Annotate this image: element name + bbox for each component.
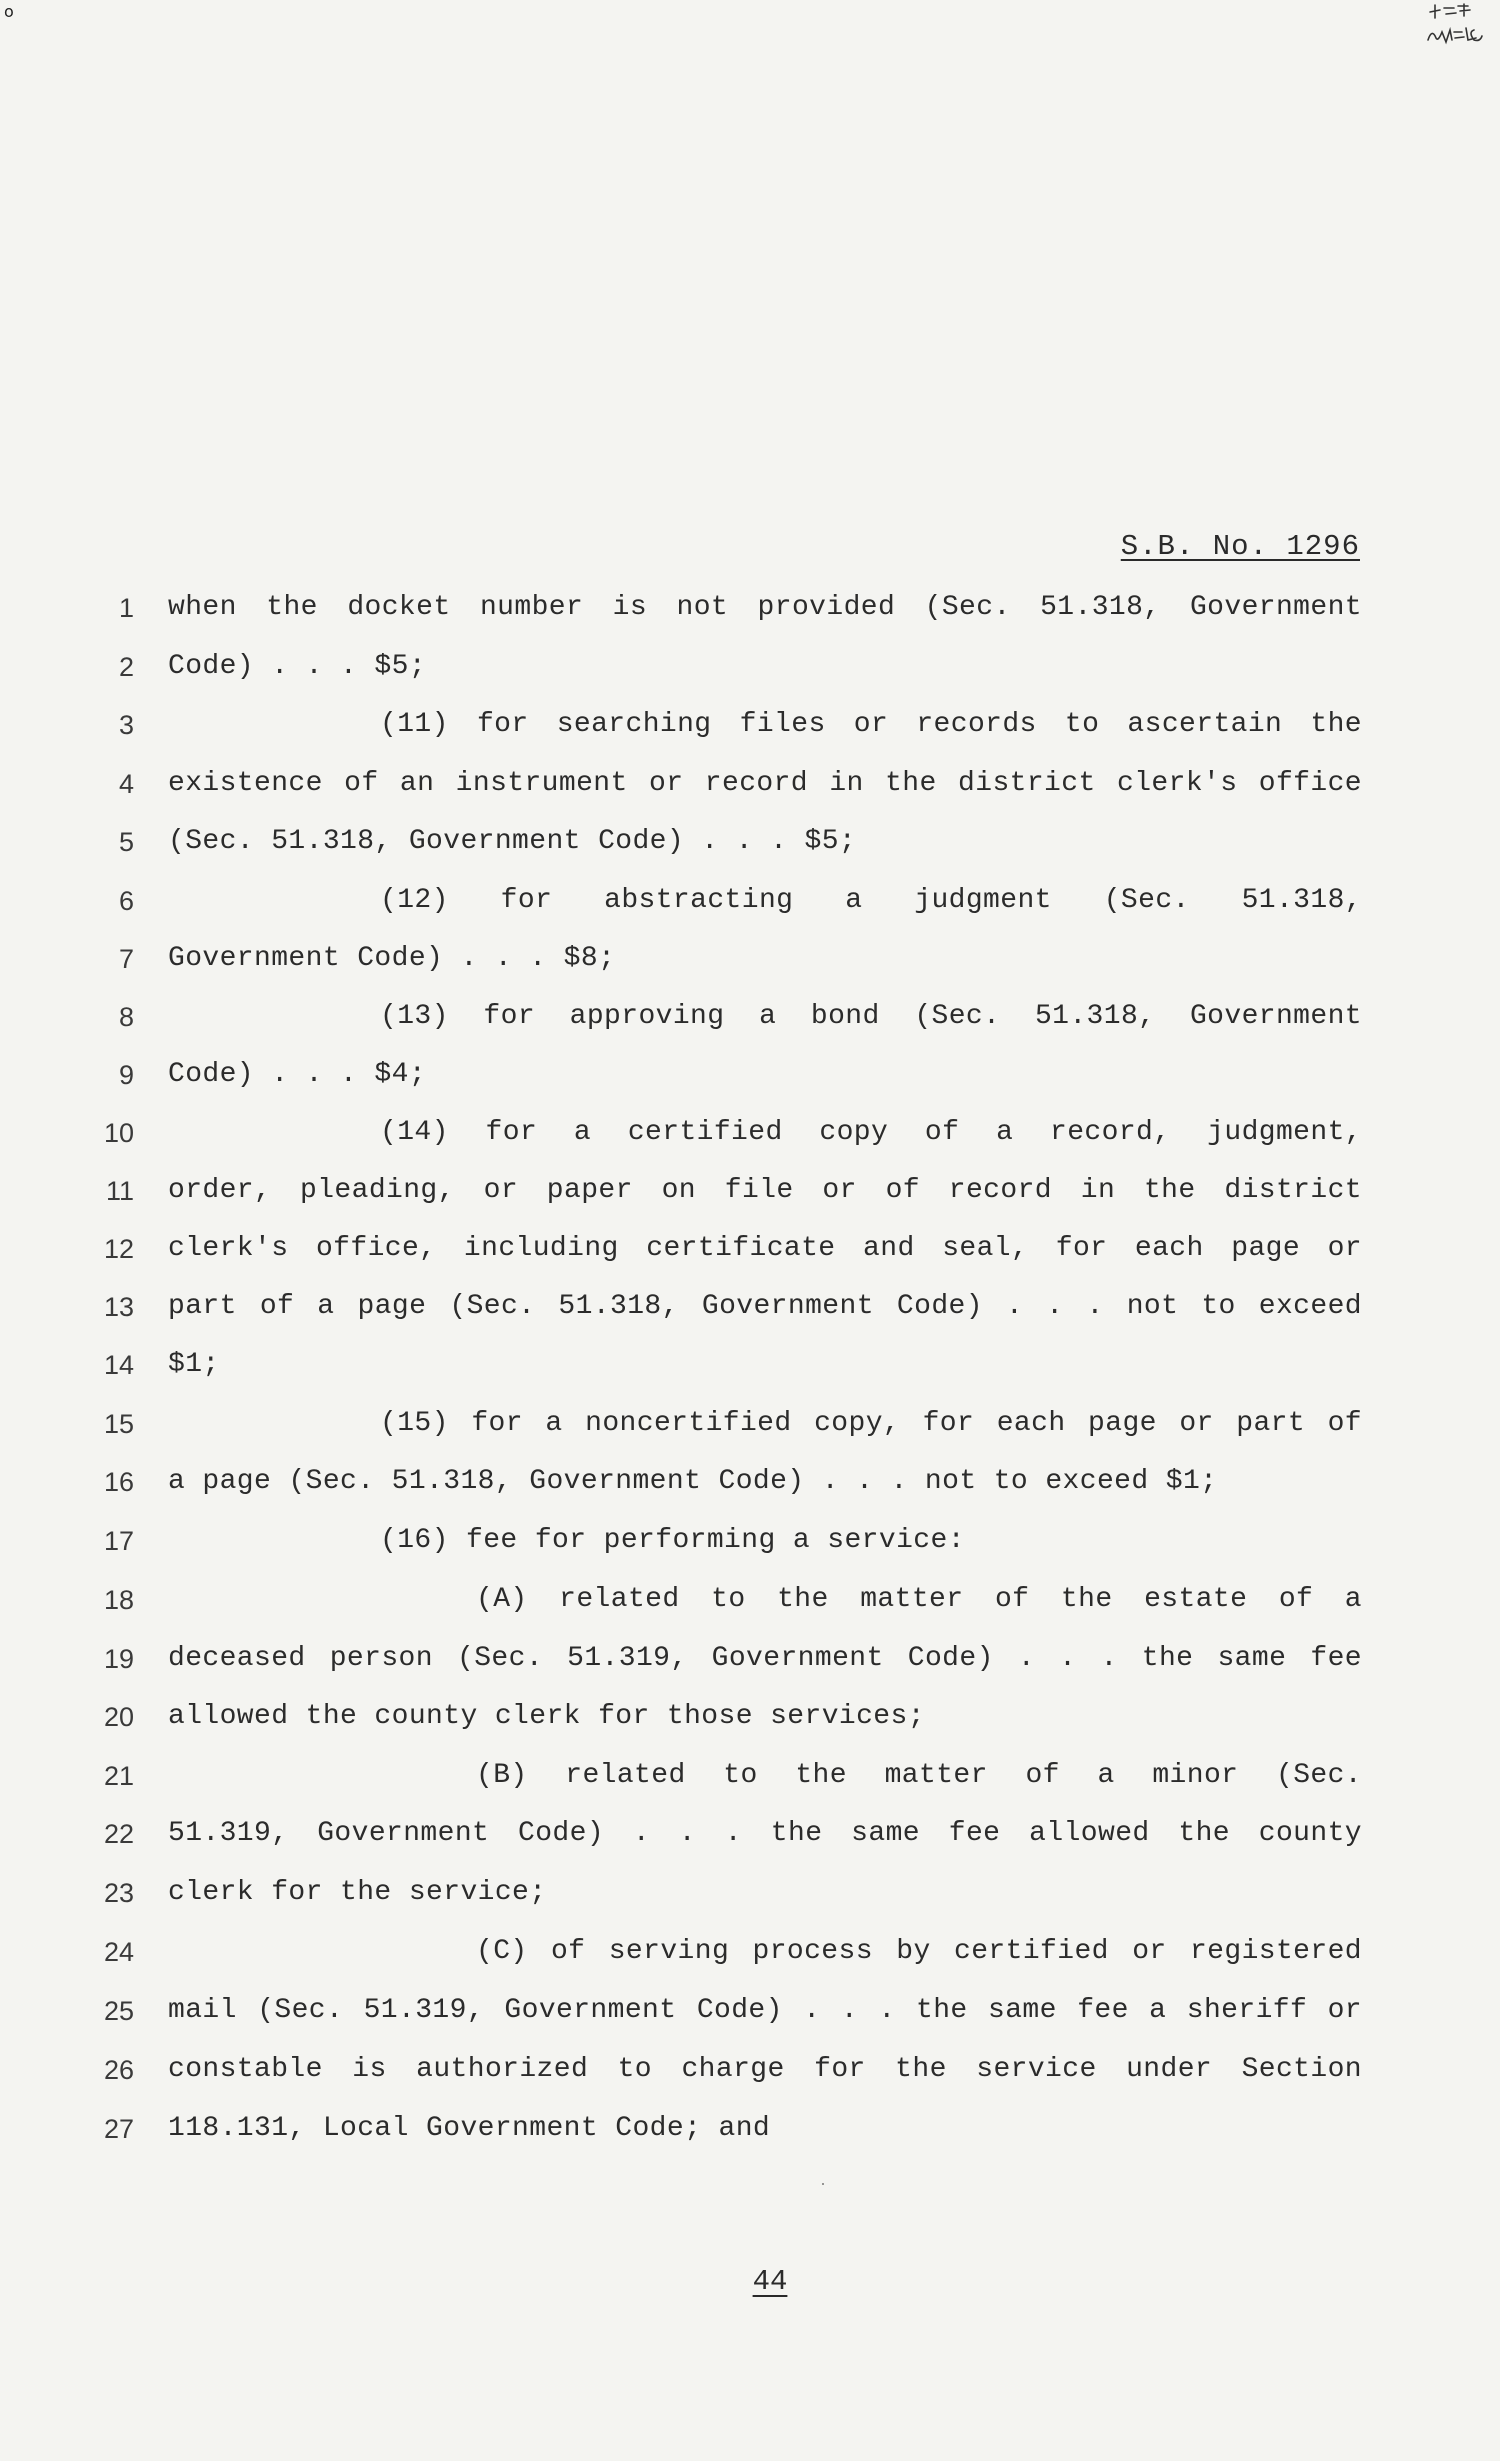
line-number: 11 bbox=[105, 1176, 134, 1206]
line-text: existence of an instrument or record in the district clerk's office bbox=[168, 768, 1362, 799]
line-text: allowed the county clerk for those services; bbox=[168, 1701, 925, 1732]
line-text: (B) related to the matter of a minor (Sec. bbox=[476, 1760, 1362, 1791]
line-text: (13) for approving a bond (Sec. 51.318, Government bbox=[380, 1001, 1362, 1032]
line-number: 5 bbox=[118, 827, 134, 857]
line-number: 2 bbox=[118, 652, 134, 682]
bill-number: S.B. No. 1296 bbox=[1120, 530, 1360, 563]
line-text: 118.131, Local Government Code; and bbox=[168, 2113, 771, 2144]
line-text: mail (Sec. 51.319, Government Code) . . . the same fee a sheriff or bbox=[168, 1995, 1362, 2026]
handwritten-initials-mark bbox=[1424, 2, 1488, 54]
line-number: 14 bbox=[103, 1350, 134, 1380]
line-number: 12 bbox=[103, 1234, 134, 1264]
line-number: 8 bbox=[118, 1002, 134, 1032]
line-number: 1 bbox=[118, 593, 134, 623]
line-text: order, pleading, or paper on file or of record in the district bbox=[168, 1175, 1362, 1206]
line-text: when the docket number is not provided (Sec. 51.318, Government bbox=[168, 592, 1362, 623]
line-number: 20 bbox=[103, 1702, 134, 1732]
line-text: (C) of serving process by certified or registered bbox=[476, 1936, 1362, 1967]
line-number: 25 bbox=[103, 1996, 134, 2026]
line-text: a page (Sec. 51.318, Government Code) . . . not to exceed $1; bbox=[168, 1466, 1218, 1497]
page-number: 44 bbox=[752, 2265, 788, 2298]
line-text: Government Code) . . . $8; bbox=[168, 943, 616, 974]
line-text: clerk's office, including certificate and seal, for each page or bbox=[168, 1233, 1362, 1264]
corner-mark: o bbox=[4, 2, 14, 21]
line-number: 18 bbox=[103, 1585, 134, 1615]
line-text: constable is authorized to charge for the service under Section bbox=[168, 2054, 1362, 2085]
line-number: 19 bbox=[103, 1644, 134, 1674]
line-number: 15 bbox=[103, 1409, 134, 1439]
line-number: 10 bbox=[103, 1118, 134, 1148]
line-text: (16) fee for performing a service: bbox=[380, 1525, 965, 1556]
line-number: 13 bbox=[103, 1292, 134, 1322]
line-number: 3 bbox=[118, 710, 134, 740]
line-number: 6 bbox=[118, 886, 134, 916]
line-number: 23 bbox=[103, 1878, 134, 1908]
line-number: 17 bbox=[103, 1526, 134, 1556]
line-text: (A) related to the matter of the estate of a bbox=[476, 1584, 1362, 1615]
line-number: 26 bbox=[103, 2055, 134, 2085]
line-text: (Sec. 51.318, Government Code) . . . $5; bbox=[168, 826, 857, 857]
line-text: 51.319, Government Code) . . . the same fee allowed the county bbox=[168, 1818, 1362, 1849]
line-text: clerk for the service; bbox=[168, 1877, 547, 1908]
line-number: 9 bbox=[118, 1060, 134, 1090]
line-number: 22 bbox=[103, 1819, 134, 1849]
line-number: 7 bbox=[118, 944, 134, 974]
line-number: 27 bbox=[103, 2114, 134, 2144]
line-text: (11) for searching files or records to ascertain the bbox=[380, 709, 1362, 740]
line-text: Code) . . . $4; bbox=[168, 1059, 427, 1090]
line-number: 16 bbox=[103, 1467, 134, 1497]
line-text: deceased person (Sec. 51.319, Government Code) . . . the same fee bbox=[168, 1643, 1362, 1674]
line-text: part of a page (Sec. 51.318, Government Code) . . . not to exceed bbox=[168, 1291, 1362, 1322]
line-text: (15) for a noncertified copy, for each page or part of bbox=[380, 1408, 1362, 1439]
line-number: 24 bbox=[103, 1937, 134, 1967]
line-text: (14) for a certified copy of a record, judgment, bbox=[380, 1117, 1362, 1148]
line-text: Code) . . . $5; bbox=[168, 651, 427, 682]
line-number: 21 bbox=[103, 1761, 134, 1791]
line-number: 4 bbox=[118, 769, 134, 799]
line-text: (12) for abstracting a judgment (Sec. 51.318, bbox=[380, 885, 1362, 916]
line-text: $1; bbox=[168, 1349, 220, 1380]
scan-speck bbox=[822, 2183, 824, 2185]
